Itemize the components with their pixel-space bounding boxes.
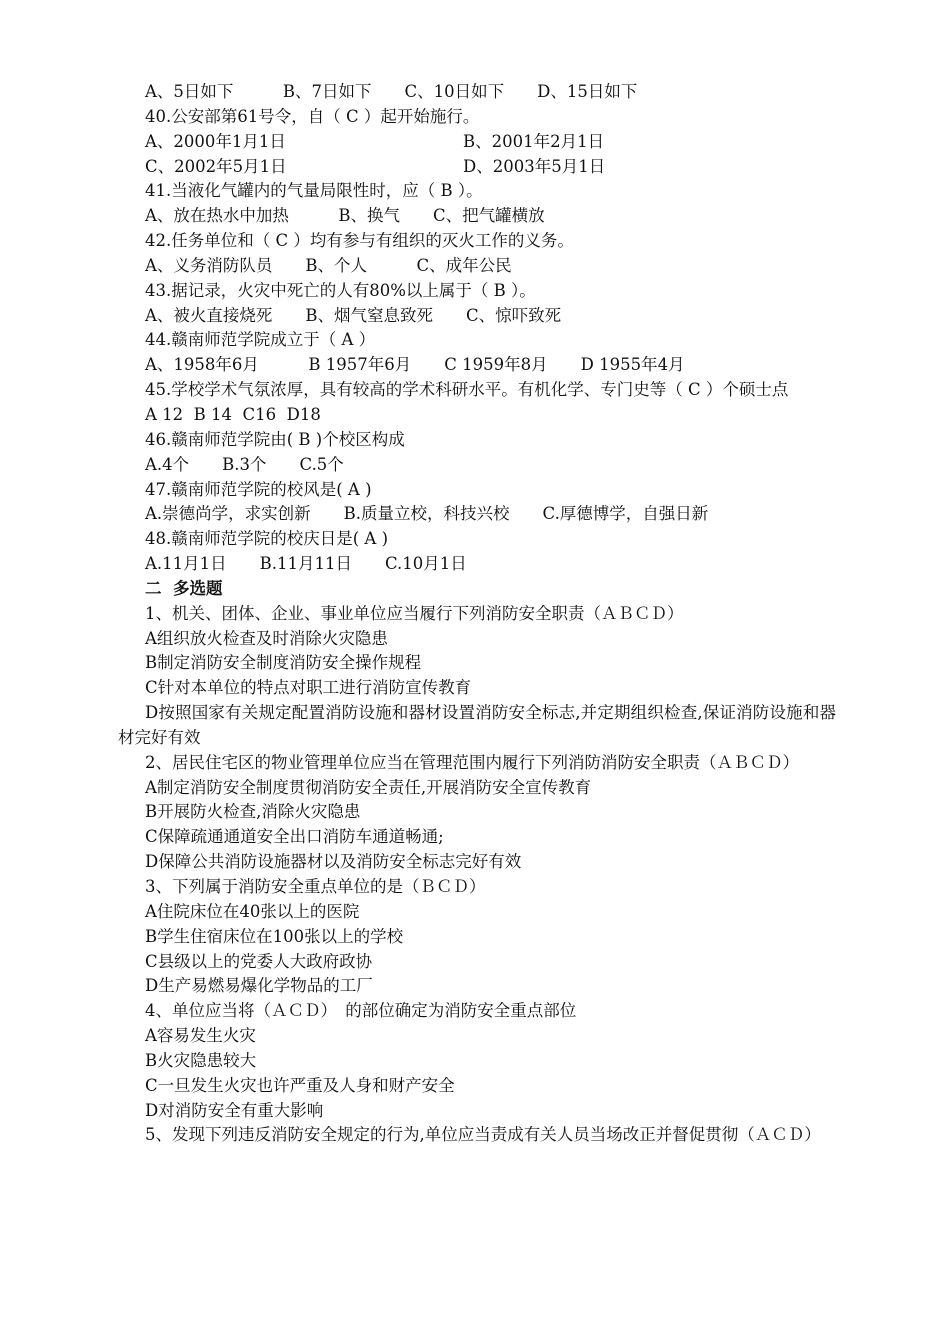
m2-question: 2、居民住宅区的物业管理单位应当在管理范围内履行下列消防消防安全职责（ＡＢＣＤ） [145,752,799,772]
m2-option-b: B开展防火检查,消除火灾隐患 [145,802,361,822]
q46-options: A.4个 B.3个 C.5个 [145,454,344,474]
q40-option-b: B、2001年2月1日 [463,131,605,151]
m1-option-b: B制定消防安全制度消防安全操作规程 [145,653,422,673]
q47-options: A.崇德尚学，求实创新 B.质量立校，科技兴校 C.厚德博学，自强日新 [145,504,709,524]
q44-options: A、1958年6月 B 1957年6月 C 1959年8月 D 1955年4月 [145,355,685,375]
m1-option-d: D按照国家有关规定配置消防设施和器材设置消防安全标志,并定期组织检查,保证消防设施和器材完好有效 [118,703,836,747]
section-heading-multiple-choice: 二 多选题 [145,578,223,598]
m1-option-a: A组织放火检查及时消除火灾隐患 [145,628,388,648]
q40-options-row-2 [0,155,950,180]
q41-question: 41.当液化气罐内的气量局限性时，应（ B ）。 [145,181,483,201]
q40-option-c: C、2002年5月1日 [145,156,287,176]
m4-option-a: A容易发生火灾 [145,1026,256,1046]
q43-options: A、被火直接烧死 B、烟气窒息致死 C、惊吓致死 [145,305,562,325]
q42-options: A、义务消防队员 B、个人 C、成年公民 [145,255,512,275]
q45-options: A 12 B 14 C16 D18 [145,404,321,424]
m4-option-c: C一旦发生火灾也许严重及人身和财产安全 [145,1075,455,1095]
q48-options: A.11月1日 B.11月11日 C.10月1日 [145,554,467,574]
q46-question: 46.赣南师范学院由( B )个校区构成 [145,429,405,449]
m2-option-d: D保障公共消防设施器材以及消防安全标志完好有效 [145,852,522,872]
m3-option-c: C县级以上的党委人大政府政协 [145,951,373,971]
q40-question: 40.公安部第61号令，自（ C ）起开始施行。 [145,106,480,126]
q41-options: A、放在热水中加热 B、换气 C、把气罐横放 [145,206,545,226]
m3-option-d: D生产易燃易爆化学物品的工厂 [145,976,373,996]
m1-question: 1、机关、团体、企业、事业单位应当履行下列消防安全职责（ＡＢＣＤ） [145,603,684,623]
m4-option-d: D对消防安全有重大影响 [145,1100,324,1120]
m4-option-b: B火灾隐患较大 [145,1050,257,1070]
m3-option-a: A住院床位在40张以上的医院 [145,901,360,921]
m3-option-b: B学生住宿床位在100张以上的学校 [145,926,404,946]
q44-question: 44.赣南师范学院成立于（ A ） [145,330,376,350]
document-page [0,80,950,1148]
m1-option-c: C针对本单位的特点对职工进行消防宣传教育 [145,678,472,698]
q42-question: 42.任务单位和（ C ）均有参与有组织的灭火工作的义务。 [145,231,574,251]
m5-question: 5、发现下列违反消防安全规定的行为,单位应当责成有关人员当场改正并督促贯彻（ＡＣＤ） [145,1125,821,1145]
q40-options-row-1 [0,130,950,155]
m4-question: 4、单位应当将（ＡＣＤ） 的部位确定为消防安全重点部位 [145,1001,577,1021]
m2-option-a: A制定消防安全制度贯彻消防安全责任,开展消防安全宣传教育 [145,777,592,797]
q43-question: 43.据记录，火灾中死亡的人有80%以上属于（ B ）。 [145,280,536,300]
q45-question: 45.学校学术气氛浓厚，具有较高的学术科研水平。有机化学、专门史等（ C ）个硕士点 [145,380,789,400]
m3-question: 3、下列属于消防安全重点单位的是（ＢＣＤ） [145,877,486,896]
q39-options: A、5日如下 B、7日如下 C、10日如下 D、15日如下 [145,82,638,101]
q48-question: 48.赣南师范学院的校庆日是( A ) [145,529,389,549]
m2-option-c: C保障疏通通道安全出口消防车通道畅通; [145,827,444,847]
q47-question: 47.赣南师范学院的校风是( A ) [145,479,372,499]
q40-option-d: D、2003年5月1日 [463,156,606,176]
q40-option-a: A、2000年1月1日 [145,131,286,151]
